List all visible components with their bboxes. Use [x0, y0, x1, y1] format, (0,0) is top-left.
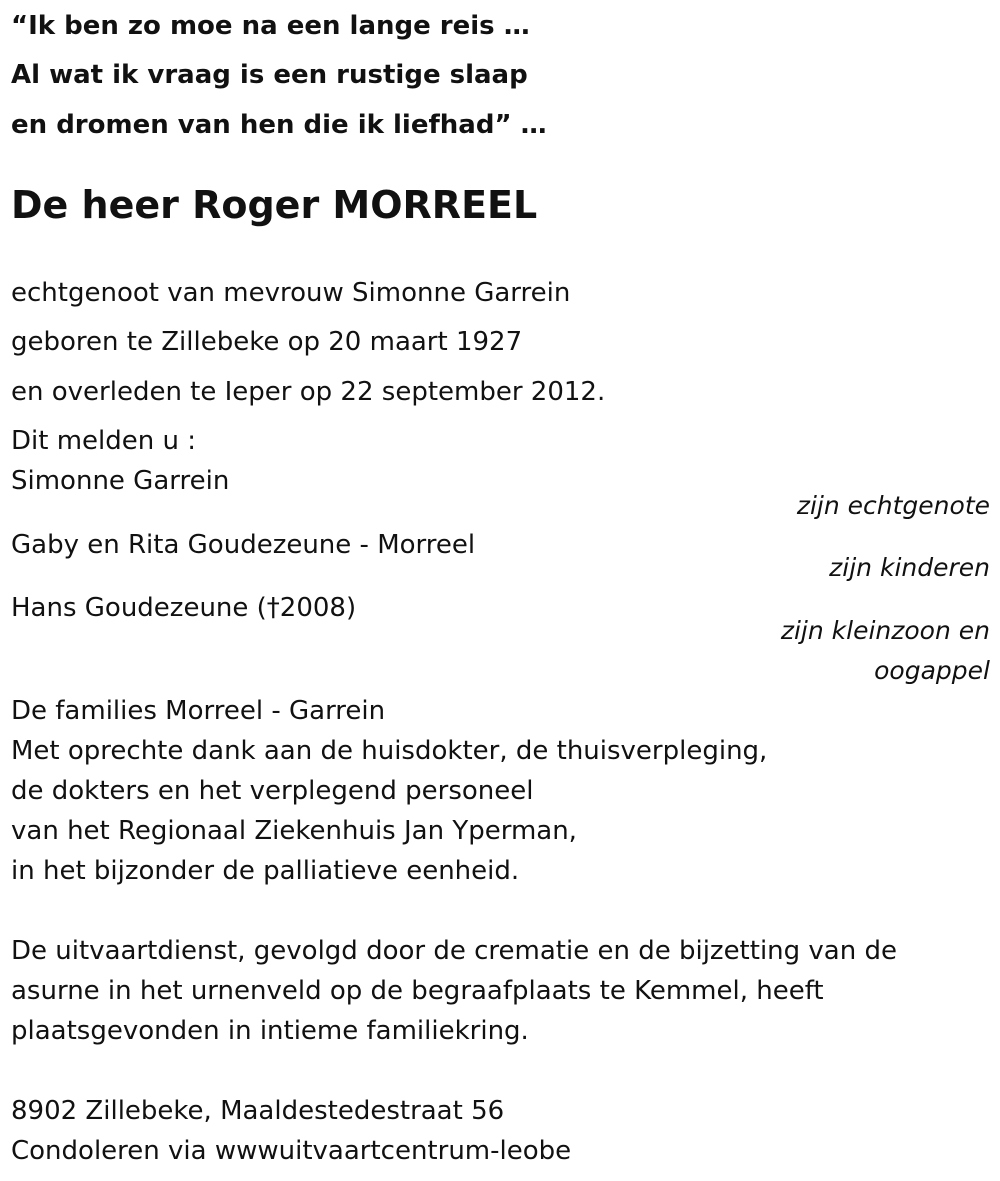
deceased-name: De heer Roger MORREEL: [11, 183, 538, 227]
ceremony-line-3: plaatsgevonden in intieme familiekring.: [11, 1016, 529, 1046]
thanks-line-4: in het bijzonder de palliatieve eenheid.: [11, 856, 520, 886]
poem-line-1: “Ik ben zo moe na een lange reis …: [11, 11, 530, 41]
thanks-line-1: Met oprechte dank aan de huisdokter, de thuisverpleging,: [11, 736, 768, 766]
poem-line-2: Al wat ik vraag is een rustige slaap: [11, 60, 528, 90]
detail-death: en overleden te Ieper op 22 september 2012.: [11, 377, 606, 407]
address: 8902 Zillebeke, Maaldestedestraat 56: [11, 1096, 505, 1126]
ceremony-line-1: De uitvaartdienst, gevolgd door de crematie en de bijzetting van de: [11, 936, 897, 966]
mourner-role-1: zijn echtgenote: [796, 491, 990, 520]
mourner-role-3-line-2: oogappel: [874, 656, 990, 685]
mourner-name-1: Simonne Garrein: [11, 466, 230, 496]
detail-birth: geboren te Zillebeke op 20 maart 1927: [11, 327, 523, 357]
detail-spouse: echtgenoot van mevrouw Simonne Garrein: [11, 278, 571, 308]
mourner-role-3-line-1: zijn kleinzoon en: [780, 616, 990, 645]
mourner-role-2: zijn kinderen: [829, 553, 990, 582]
mourner-name-2: Gaby en Rita Goudezeune - Morreel: [11, 530, 476, 560]
poem-line-3: en dromen van hen die ik liefhad” …: [11, 110, 547, 140]
thanks-line-3: van het Regionaal Ziekenhuis Jan Yperman,: [11, 816, 577, 846]
ceremony-line-2: asurne in het urnenveld op de begraafplaats te Kemmel, heeft: [11, 976, 824, 1006]
condolences-link[interactable]: Condoleren via wwwuitvaartcentrum-leobe: [11, 1136, 572, 1166]
mourner-name-3: Hans Goudezeune (†2008): [11, 593, 357, 623]
families: De families Morreel - Garrein: [11, 696, 386, 726]
announce-label: Dit melden u :: [11, 426, 196, 456]
thanks-line-2: de dokters en het verplegend personeel: [11, 776, 534, 806]
